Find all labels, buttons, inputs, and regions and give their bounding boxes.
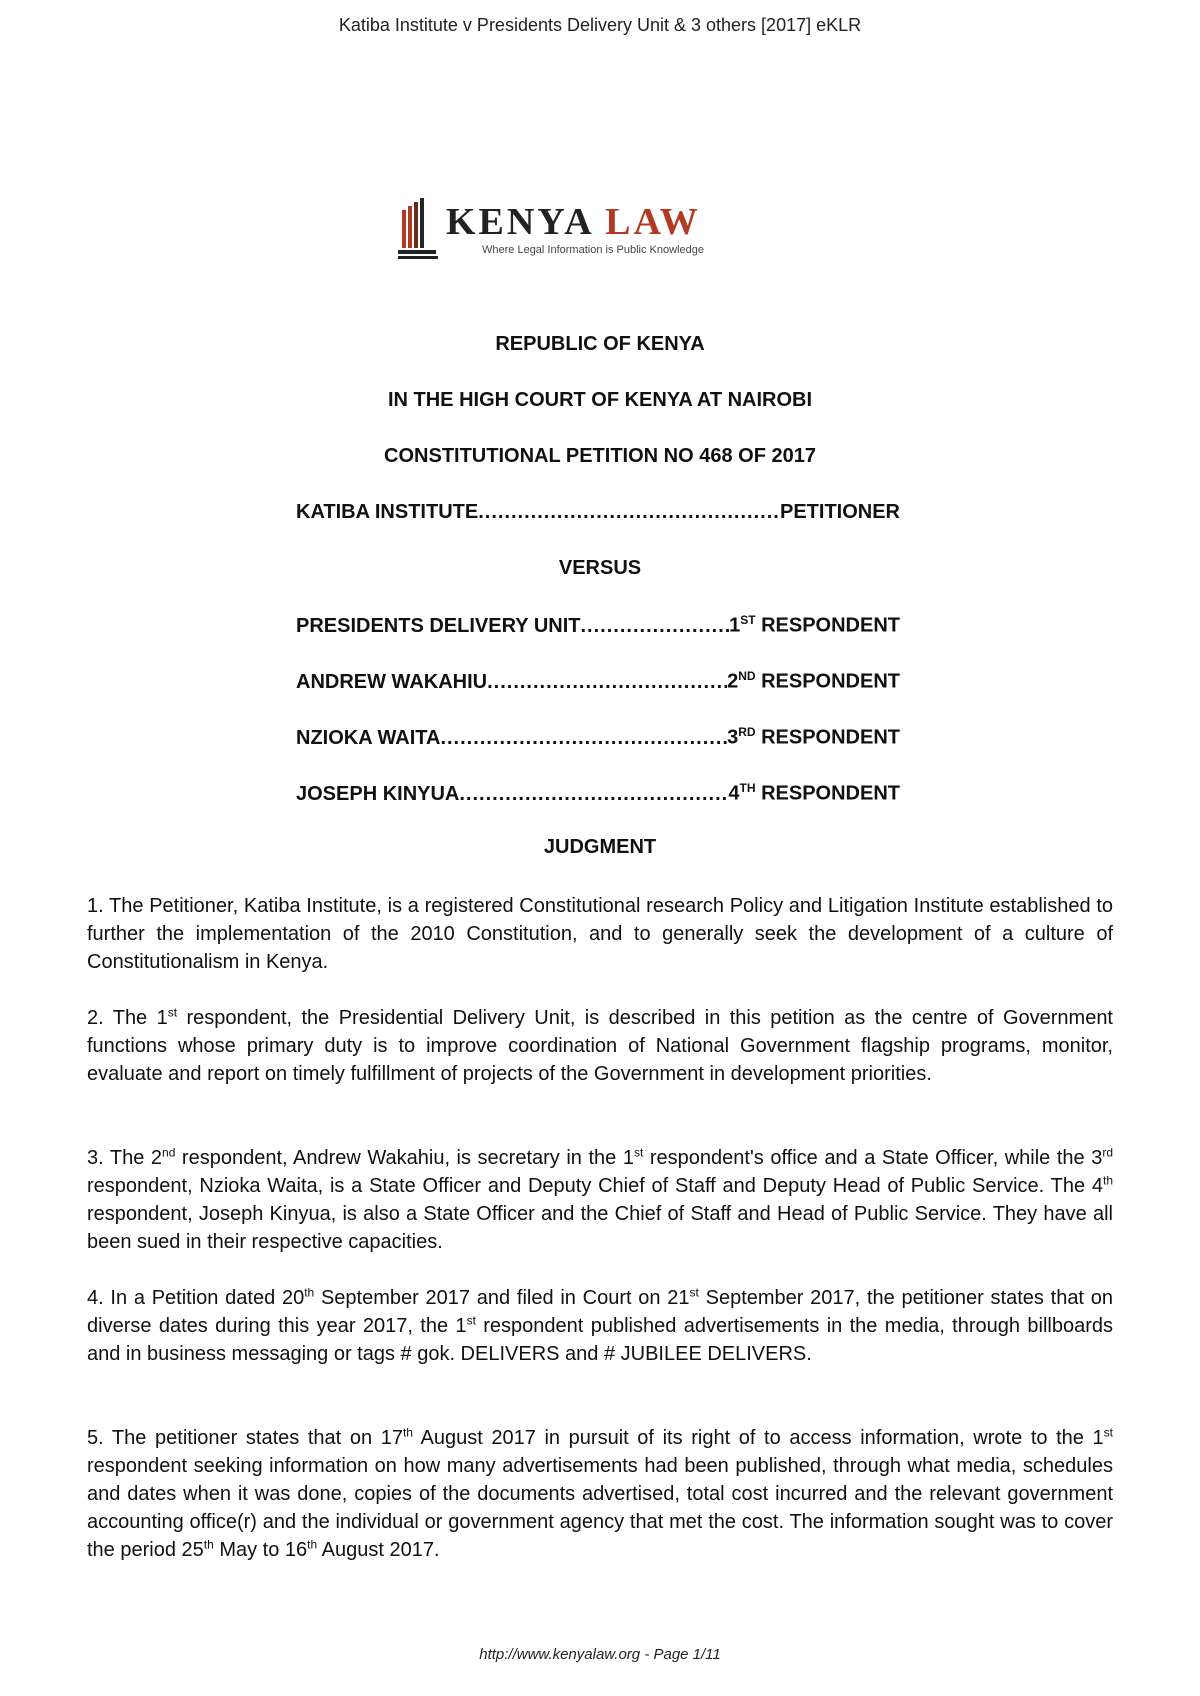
party-respondent-1: PRESIDENTS DELIVERY UNIT ..... 1ST RESPONDENT [296,613,900,638]
paragraph-3: 3. The 2nd respondent, Andrew Wakahiu, is secretary in the 1st respondent's office and a State Officer, while the 3rd respondent, Nzioka Waita, is a State Officer and Deputy Chief of Staff and Deputy Head of Public Service. The 4th respondent, Joseph Kinyua, is also a State Officer and the Chief of Staff and Head of Public Service. They have all been sued in their respective capacities. [87,1145,1113,1253]
party-respondent-4: JOSEPH KINYUA ..... 4TH RESPONDENT [296,781,900,806]
paragraph-1: 1. The Petitioner, Katiba Institute, is a registered Constitutional research Policy and Litigation Institute established to further the implementation of the 2010 Constitution, and to generally seek the development of a culture of Constitutionalism in Kenya. [87,895,1113,973]
paragraph-2: 2. The 1st respondent, the Presidential Delivery Unit, is described in this petition as the centre of Government functions whose primary duty is to improve coordination of National Government flagship programs, monitor, evaluate and report on timely fulfillment of projects of the Government in development priorities. [87,1005,1113,1085]
court-heading: IN THE HIGH COURT OF KENYA AT NAIROBI [387,389,813,411]
party-respondent-3: NZIOKA WAITA ..... 3RD RESPONDENT [296,725,900,750]
party-respondent-2: ANDREW WAKAHIU ..... 2ND RESPONDENT [296,669,900,694]
logo-tagline: Where Legal Information is Public Knowledge [482,244,704,256]
versus-heading: VERSUS [558,557,642,579]
columns-logo-icon [398,196,444,262]
kenya-law-logo [398,196,738,262]
paragraph-4: 4. In a Petition dated 20th September 2017 and filed in Court on 21st September 2017, the petitioner states that on diverse dates during this year 2017, the 1st respondent published advertisements in the media, through billboards and in business messaging or tags # gok. DELIVERS and # JUBILEE DELIVERS. [87,1285,1113,1365]
logo-wordmark: KENYA LAW [446,201,701,243]
paragraph-5: 5. The petitioner states that on 17th August 2017 in pursuit of its right of to access information, wrote to the 1st respondent seeking information on how many advertisements had been published, through what media, schedules and dates when it was done, copies of the documents advertised, total cost incurred and the relevant government accounting office(r) and the individual or government agency that met the cost. The information sought was to cover the period 25th May to 16th August 2017. [87,1425,1114,1561]
party-petitioner: KATIBA INSTITUTE ..... PETITIONER [296,501,900,524]
page-footer[interactable]: http://www.kenyalaw.org - Page 1/11 [479,1646,721,1663]
judgment-heading: JUDGMENT [543,836,657,858]
republic-heading: REPUBLIC OF KENYA [495,333,705,355]
running-header: Katiba Institute v Presidents Delivery Unit & 3 others [2017] eKLR [338,15,862,35]
petition-number: CONSTITUTIONAL PETITION NO 468 OF 2017 [384,445,816,467]
